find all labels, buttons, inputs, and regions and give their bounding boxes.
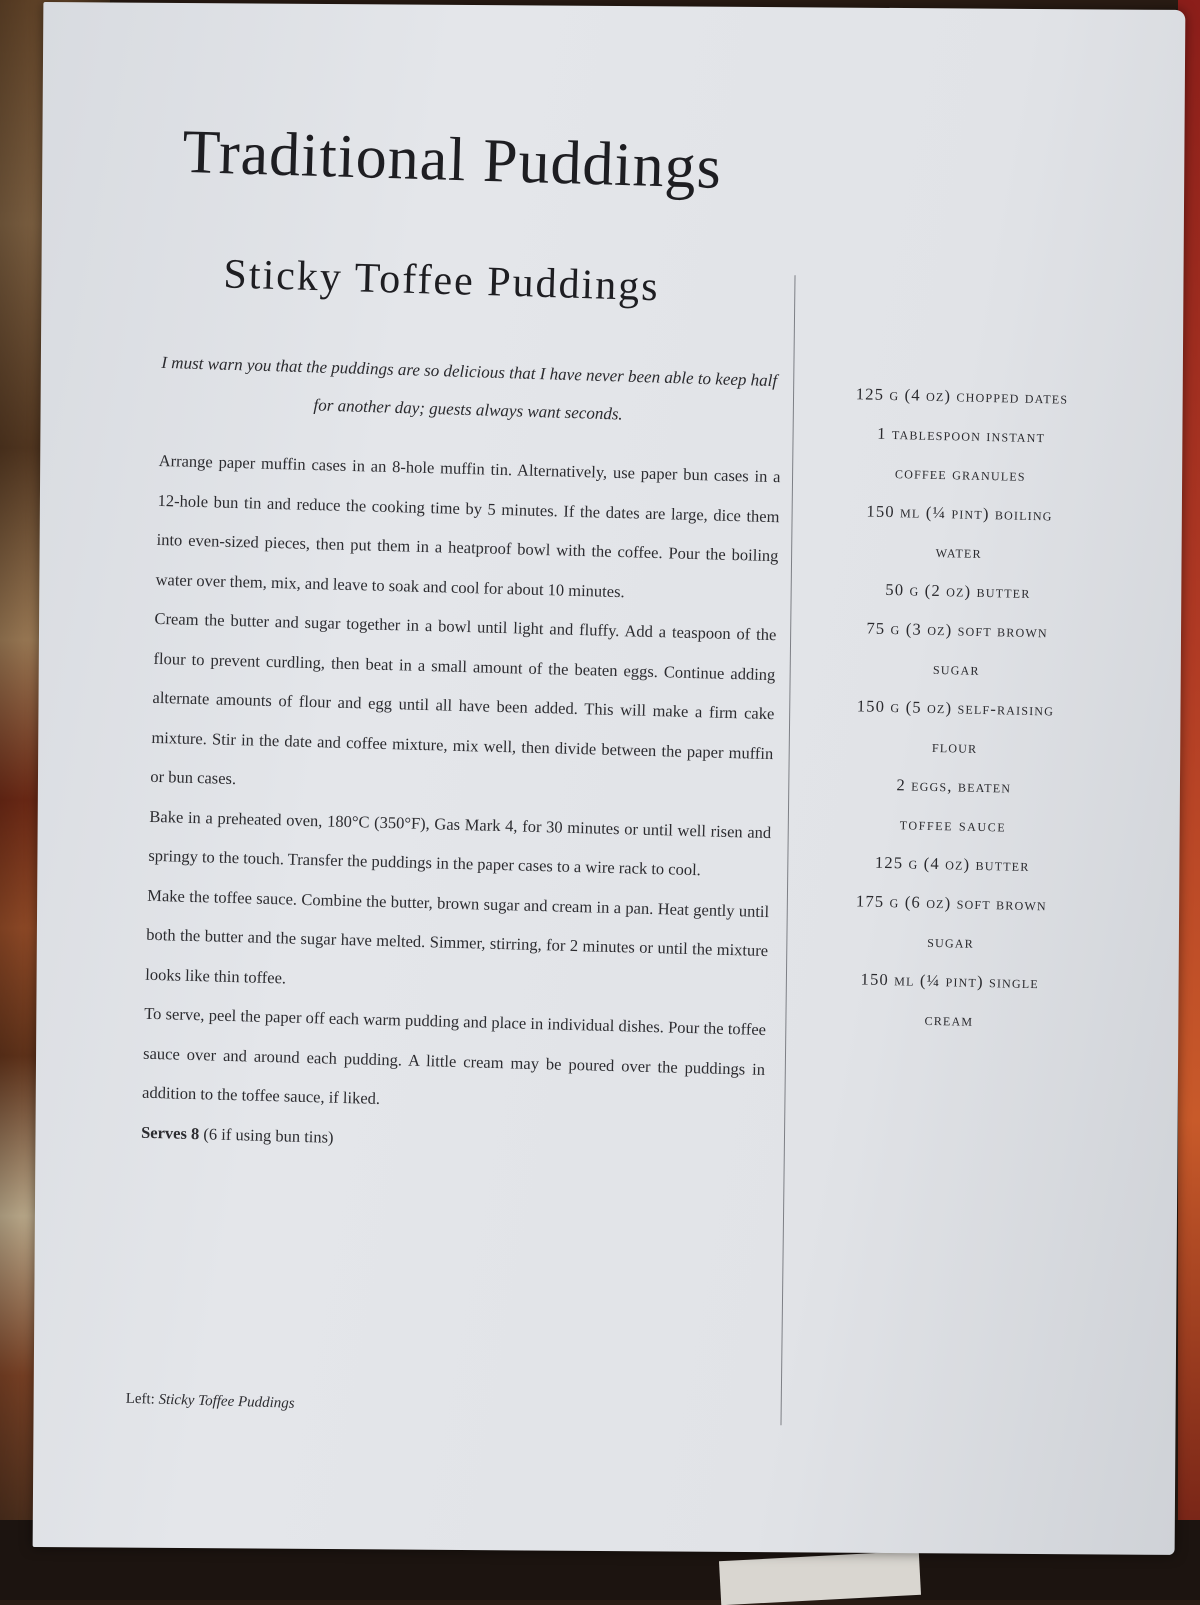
ingredient: 1 tablespoon instant	[877, 423, 1046, 447]
ingredient: 150 ml (¼ pint) single	[860, 969, 1040, 993]
recipe-intro: I must warn you that the puddings are so delicious that I have never been able to keep half for another day; guests always want seconds.	[161, 352, 778, 424]
serves-note: (6 if using bun tins)	[203, 1123, 334, 1147]
caption-prefix: Left:	[125, 1390, 156, 1408]
caption-title: Sticky Toffee Puddings	[158, 1391, 295, 1412]
method-paragraph: To serve, peel the paper off each warm pudding and place in individual dishes. Pour the toffee sauce over and around each pudding. A little cream may be poured over the puddings in addition to the toffee sauce, if liked.	[141, 1003, 767, 1108]
toffee-sauce-heading: toffee sauce	[899, 814, 1007, 836]
ingredient: 125 g (4 oz) chopped dates	[855, 384, 1069, 408]
method-paragraph: Arrange paper muffin cases in an 8-hole muffin tin. Alternatively, use paper bun cases in a 12-hole bun tin and reduce the cooking time by 5 minutes. If the dates are large, dice them into even-sized pieces, then put them in a heatproof bowl with the coffee. Pour the boiling water over them, mix, and leave to soak and cool for about 10 minutes.	[155, 450, 781, 601]
book-page	[33, 2, 1186, 1555]
recipe-title: Sticky Toffee Puddings	[222, 251, 661, 311]
ingredient: 2 eggs, beaten	[896, 775, 1012, 797]
ingredient: sugar	[927, 931, 975, 952]
ingredient: water	[935, 541, 982, 562]
ingredient: 50 g (2 oz) butter	[885, 579, 1031, 602]
ingredient: coffee granules	[894, 463, 1026, 485]
section-title: Traditional Puddings	[181, 117, 723, 202]
ingredient: flour	[931, 736, 978, 757]
photo-caption	[125, 1391, 294, 1413]
ingredient: 175 g (6 oz) soft brown	[855, 891, 1048, 915]
ingredient: 125 g (4 oz) butter	[874, 852, 1030, 876]
method-text	[141, 441, 781, 1168]
method-paragraph: Cream the butter and sugar together in a bowl until light and fluffy. Add a teaspoon of the flour to prevent curdling, then beat in a small amount of the beaten eggs. Continue adding alternate amounts of flour and egg until all have been added. This will make a firm cake mixture. Stir in the date and coffee mixture, mix well, then divide between the paper muffin or bun cases.	[150, 608, 777, 789]
ingredients-list	[800, 373, 1112, 1042]
method-paragraph: Bake in a preheated oven, 180°C (350°F), Gas Mark 4, for 30 minutes or until well risen and springy to the touch. Transfer the puddings in the paper cases to a wire rack to cool.	[148, 806, 772, 880]
method-paragraph: Make the toffee sauce. Combine the butter, brown sugar and cream in a pan. Heat gently until both the butter and the sugar have melted. Simmer, stirring, for 2 minutes or until the mixture looks like thin toffee.	[145, 885, 770, 987]
ingredient: 75 g (3 oz) soft brown	[866, 618, 1049, 642]
column-divider	[780, 275, 795, 1425]
ingredient: 150 ml (¼ pint) boiling	[866, 501, 1053, 525]
serves-label: Serves 8	[140, 1122, 200, 1143]
ingredient: sugar	[932, 658, 980, 679]
ingredient: cream	[924, 1009, 974, 1030]
ingredient: 150 g (5 oz) self-raising	[856, 696, 1055, 720]
